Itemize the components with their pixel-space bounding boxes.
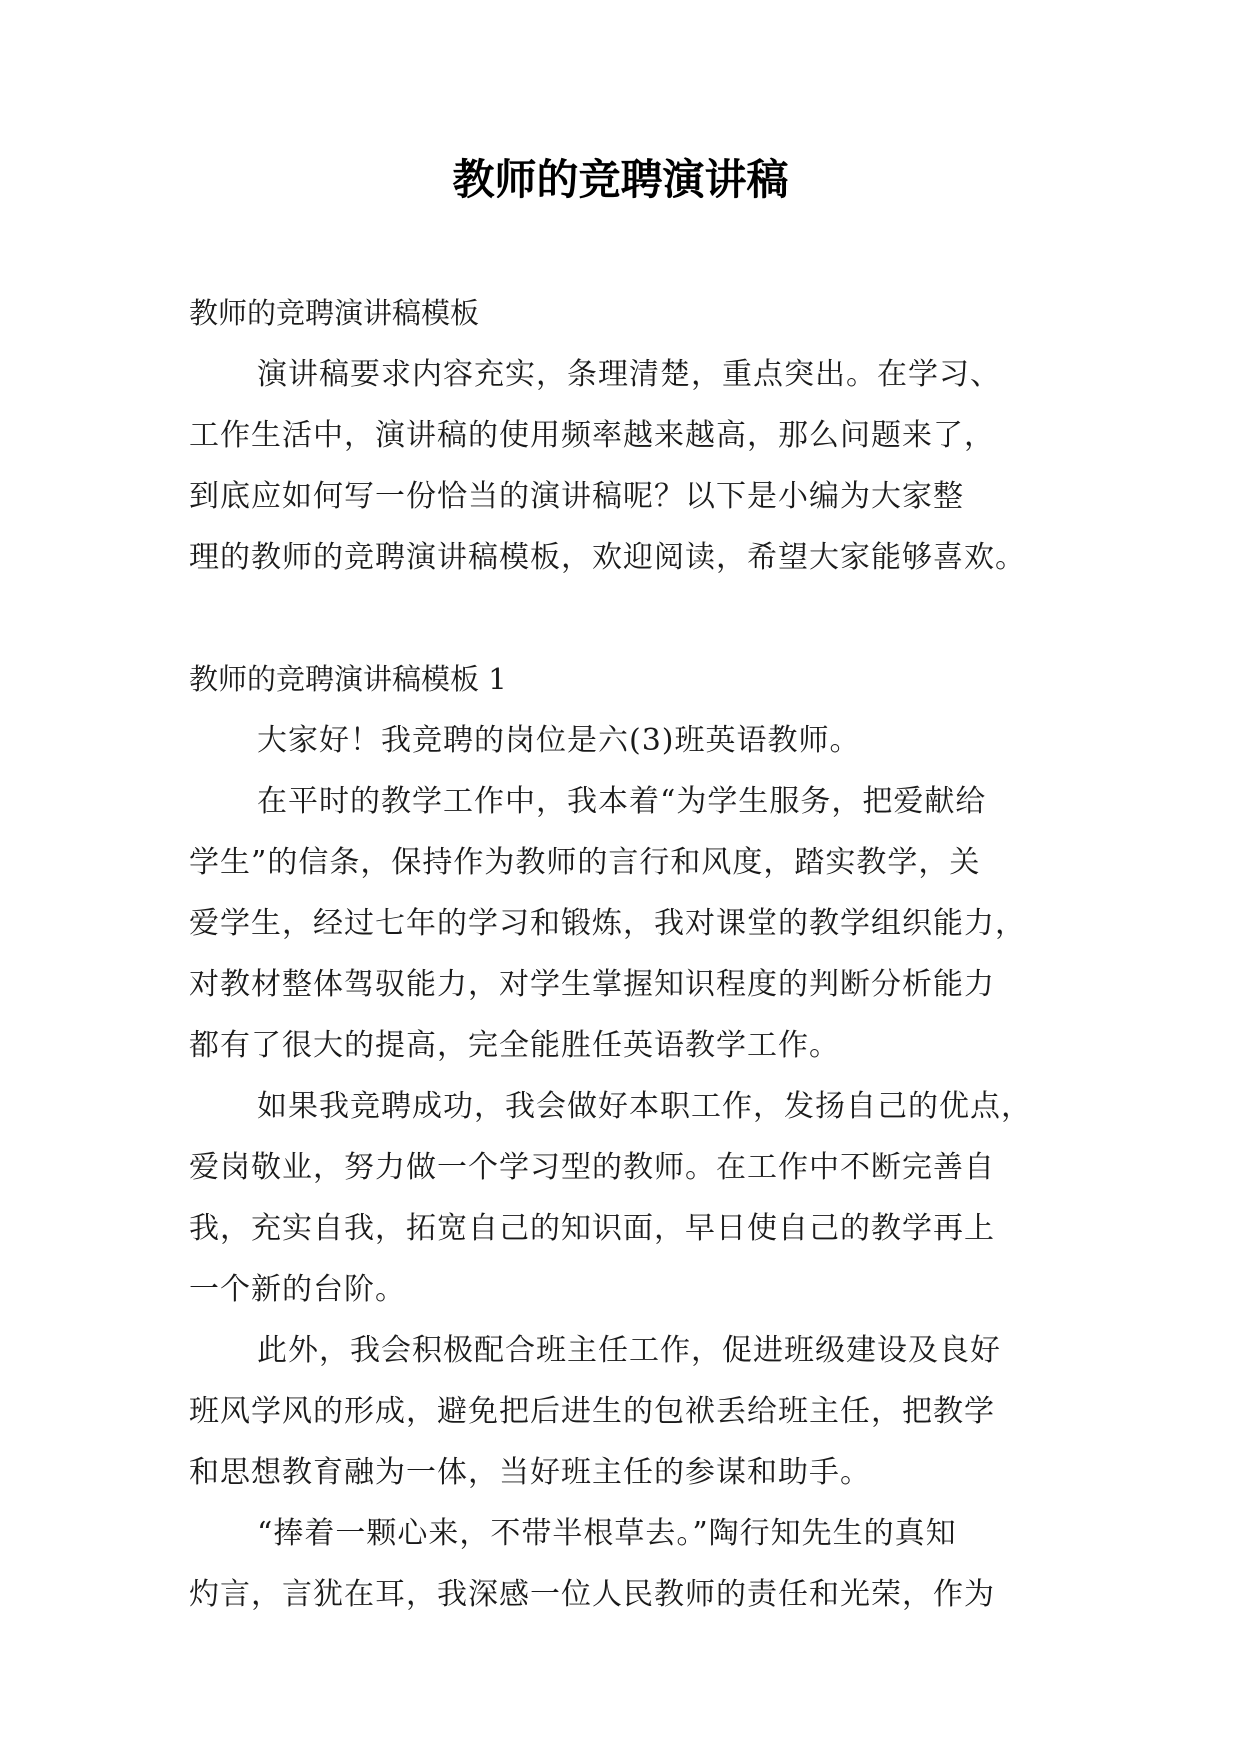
document-title: 教师的竞聘演讲稿 bbox=[452, 155, 789, 204]
body-line: 一个新的台阶。 bbox=[189, 1272, 406, 1307]
body-line: 大家好！我竞聘的岗位是六(3)班英语教师。 bbox=[257, 723, 861, 758]
body-line: 我，充实自我，拓宽自己的知识面，早日使自己的教学再上 bbox=[189, 1211, 995, 1246]
intro-line: 演讲稿要求内容充实，条理清楚，重点突出。在学习、 bbox=[257, 357, 1001, 392]
body-line: “捧着一颗心来，不带半根草去。”陶行知先生的真知 bbox=[257, 1516, 957, 1551]
body-line: 爱岗敬业，努力做一个学习型的教师。在工作中不断完善自 bbox=[189, 1150, 995, 1185]
body-line: 此外，我会积极配合班主任工作，促进班级建设及良好 bbox=[257, 1333, 1001, 1368]
body-line: 对教材整体驾驭能力，对学生掌握知识程度的判断分析能力 bbox=[189, 967, 995, 1002]
subtitle: 教师的竞聘演讲稿模板 bbox=[189, 296, 480, 330]
body-line: 和思想教育融为一体，当好班主任的参谋和助手。 bbox=[189, 1455, 871, 1490]
intro-line: 到底应如何写一份恰当的演讲稿呢？以下是小编为大家整 bbox=[189, 479, 964, 514]
intro-line: 工作生活中，演讲稿的使用频率越来越高，那么问题来了， bbox=[189, 418, 995, 453]
section-title: 教师的竞聘演讲稿模板 1 bbox=[189, 662, 507, 696]
body-line: 学生”的信条，保持作为教师的言行和风度，踏实教学，关 bbox=[189, 845, 981, 880]
body-line: 如果我竞聘成功，我会做好本职工作，发扬自己的优点， bbox=[257, 1089, 1032, 1124]
body-line: 爱学生，经过七年的学习和锻炼，我对课堂的教学组织能力， bbox=[189, 906, 1026, 941]
body-line: 灼言，言犹在耳，我深感一位人民教师的责任和光荣，作为 bbox=[189, 1577, 995, 1612]
body-line: 都有了很大的提高，完全能胜任英语教学工作。 bbox=[189, 1028, 840, 1063]
body-line: 在平时的教学工作中，我本着“为学生服务，把爱献给 bbox=[257, 784, 987, 819]
intro-line: 理的教师的竞聘演讲稿模板，欢迎阅读，希望大家能够喜欢。 bbox=[189, 540, 1026, 575]
document-body bbox=[189, 283, 1069, 1625]
body-line: 班风学风的形成，避免把后进生的包袱丢给班主任，把教学 bbox=[189, 1394, 995, 1429]
paragraph-gap bbox=[189, 588, 1069, 649]
